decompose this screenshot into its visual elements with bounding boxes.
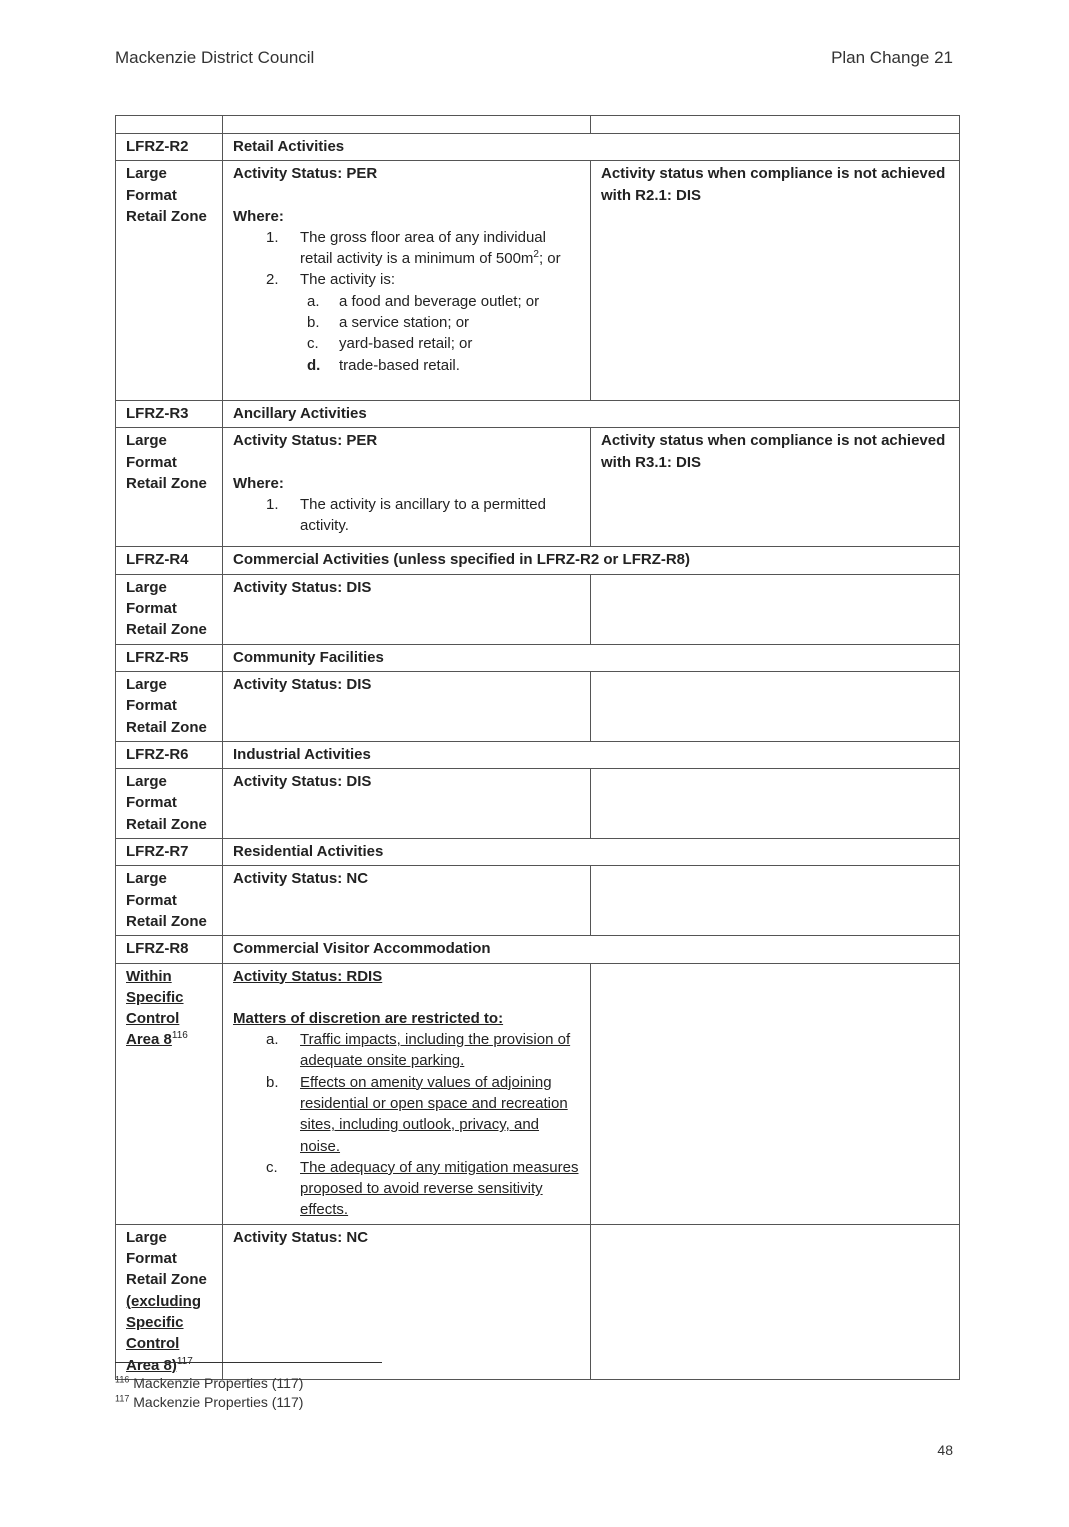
rule-body-row <box>116 428 960 547</box>
activity-status: Activity Status: RDIS <box>233 967 383 985</box>
list-item: c. The adequacy of any mitigation measures proposed to avoid reverse sensitivity effects. <box>266 1158 579 1219</box>
footnote: $^{116}$ Mackenzie Properties (117) <box>115 1374 304 1391</box>
activity-status: Activity Status: NC <box>223 866 591 936</box>
footnote-ref: 116 <box>171 1030 188 1042</box>
rule-body-row <box>116 161 960 401</box>
condition-list <box>233 494 580 537</box>
empty-cell <box>591 963 960 1224</box>
activity-status: Activity Status: NC <box>223 1224 591 1379</box>
table-top-row <box>116 116 960 134</box>
rule-conditions <box>223 963 591 1224</box>
matters-label: Matters of discretion are restricted to: <box>233 1009 504 1027</box>
rule-code: LFRZ-R2 <box>116 134 223 161</box>
footnote: $^{117}$ Mackenzie Properties (117) <box>115 1393 304 1410</box>
empty-cell <box>591 866 960 936</box>
rule-code: LFRZ-R8 <box>116 936 223 963</box>
rule-body-row <box>116 671 960 741</box>
rule-zone: Large Format Retail Zone <box>116 428 223 547</box>
sub-condition-list <box>233 291 580 376</box>
rule-zone: Large Format Retail Zone (excluding Specific Control Area 8)$^{117}$ <box>116 1224 223 1379</box>
list-item: 1. The activity is ancillary to a permitted activity. <box>266 495 546 535</box>
rules-table <box>115 115 960 1380</box>
noncompliance-status: Activity status when compliance is not achieved with R2.1: DIS <box>591 161 960 401</box>
header-doc: Plan Change 21 <box>831 48 953 67</box>
empty-cell <box>591 671 960 741</box>
empty-cell <box>591 769 960 839</box>
list-item: a. a food and beverage outlet; or <box>307 292 540 310</box>
rule-body-row <box>116 963 960 1224</box>
rule-title: Retail Activities <box>223 134 960 161</box>
activity-status: Activity Status: PER <box>233 432 378 450</box>
rule-code: LFRZ-R6 <box>116 741 223 768</box>
rule-title: Commercial Activities (unless specified in LFRZ-R2 or LFRZ-R8) <box>223 547 960 574</box>
noncompliance-status: Activity status when compliance is not achieved with R3.1: DIS <box>591 428 960 547</box>
rule-title: Industrial Activities <box>223 741 960 768</box>
rule-conditions <box>223 161 591 401</box>
rule-zone: Large Format Retail Zone <box>116 671 223 741</box>
rule-header-row <box>116 936 960 963</box>
activity-status: Activity Status: DIS <box>223 574 591 644</box>
rule-header-row <box>116 547 960 574</box>
rule-code: LFRZ-R7 <box>116 839 223 866</box>
where-label: Where: <box>233 474 284 492</box>
list-item: 2. The activity is: <box>266 271 396 289</box>
rule-title: Residential Activities <box>223 839 960 866</box>
matters-list <box>233 1029 580 1221</box>
rule-code: LFRZ-R5 <box>116 644 223 671</box>
list-item: a. Traffic impacts, including the provision of adequate onsite parking. <box>266 1031 571 1070</box>
list-item: b. a service station; or <box>307 314 470 332</box>
page-number: 48 <box>937 1442 953 1458</box>
rule-zone: Within Specific Control Area $8^{116}$ <box>116 963 223 1224</box>
rule-zone: Large Format Retail Zone <box>116 161 223 401</box>
rule-body-row <box>116 574 960 644</box>
footnote-divider <box>115 1362 382 1363</box>
rule-body-row <box>116 769 960 839</box>
rule-zone: Large Format Retail Zone <box>116 866 223 936</box>
rule-title: Commercial Visitor Accommodation <box>223 936 960 963</box>
rule-header-row <box>116 839 960 866</box>
rule-body-row <box>116 866 960 936</box>
condition-list <box>233 227 580 291</box>
where-label: Where: <box>233 207 284 225</box>
empty-cell <box>591 574 960 644</box>
activity-status: Activity Status: DIS <box>223 769 591 839</box>
list-item: d. trade-based retail. <box>307 356 460 374</box>
activity-status: Activity Status: DIS <box>223 671 591 741</box>
list-item: 1. The gross floor area of any individual retail activity is a minimum of $500m^2$; or <box>266 228 561 268</box>
rule-code: LFRZ-R4 <box>116 547 223 574</box>
activity-status: Activity Status: PER <box>233 165 378 183</box>
rule-code: LFRZ-R3 <box>116 400 223 427</box>
header-org: Mackenzie District Council <box>115 48 315 67</box>
rule-header-row <box>116 644 960 671</box>
rule-conditions <box>223 428 591 547</box>
rule-zone: Large Format Retail Zone <box>116 574 223 644</box>
rule-header-row <box>116 741 960 768</box>
rule-title: Community Facilities <box>223 644 960 671</box>
rule-title: Ancillary Activities <box>223 400 960 427</box>
empty-cell <box>591 1224 960 1379</box>
rule-header-row <box>116 400 960 427</box>
footnote-ref: 117 <box>176 1355 193 1367</box>
rule-zone: Large Format Retail Zone <box>116 769 223 839</box>
list-item: b. Effects on amenity values of adjoining residential or open space and recreation sites, including outlook, privacy, and noise. <box>266 1073 568 1155</box>
list-item: c. yard-based retail; or <box>307 335 473 353</box>
rule-header-row <box>116 134 960 161</box>
rule-body-row <box>116 1224 960 1379</box>
